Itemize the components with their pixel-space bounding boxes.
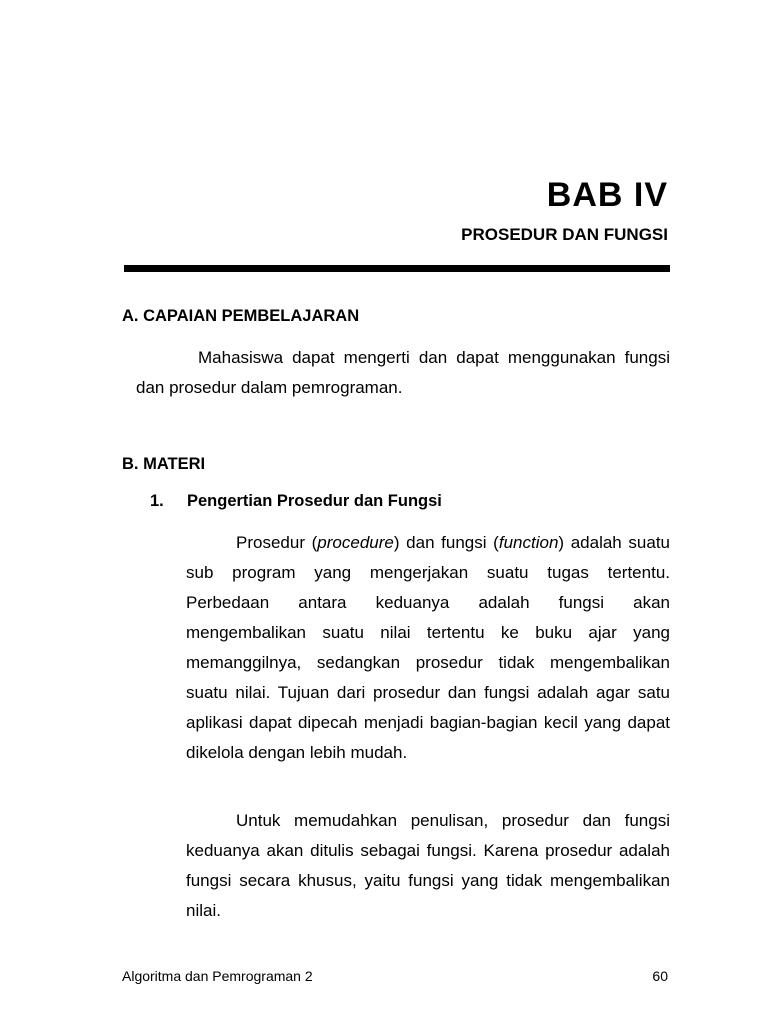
p1-text-2: ) dan fungsi ( — [393, 533, 499, 552]
section-a-heading: A. CAPAIAN PEMBELAJARAN — [122, 307, 360, 325]
footer-book-title: Algoritma dan Pemrograman 2 — [122, 968, 313, 984]
p1-italic-function: function — [498, 533, 559, 552]
chapter-title: BAB IV — [546, 176, 668, 214]
subsection-1-paragraph-2: Untuk memudahkan penulisan, prosedur dan fungsi keduanya akan ditulis sebagai fungsi. Karena prosedur adalah fungsi secara khusus, yaitu fungsi yang tidak mengembalikan nilai. — [186, 811, 670, 920]
p1-italic-procedure: procedure — [317, 533, 394, 552]
section-a-paragraph: Mahasiswa dapat mengerti dan dapat menggunakan fungsi dan prosedur dalam pemrograman. — [136, 348, 670, 397]
section-b-heading: B. MATERI — [122, 455, 206, 473]
chapter-subtitle: PROSEDUR DAN FUNGSI — [461, 225, 668, 244]
subsection-1-title: Pengertian Prosedur dan Fungsi — [187, 492, 442, 510]
p1-text-1: Prosedur ( — [236, 533, 318, 552]
subsection-1-heading — [150, 492, 442, 511]
chapter-divider-rule — [124, 265, 670, 272]
subsection-1-paragraph-1 — [186, 528, 670, 768]
p1-text-3: ) adalah suatu sub program yang mengerjakan suatu tugas tertentu. Perbedaan antara keduanya adalah fungsi akan mengembalikan suatu nilai tertentu ke buku ajar yang memanggilnya, sedangkan prosedur tidak mengembalikan suatu nilai. Tujuan dari prosedur dan fungsi adalah agar satu aplikasi dapat dipecah menjadi bagian-bagian kecil yang dapat dikelola dengan lebih mudah. — [186, 533, 670, 762]
subsection-1-number: 1. — [150, 492, 164, 510]
footer-page-number: 60 — [652, 968, 668, 984]
